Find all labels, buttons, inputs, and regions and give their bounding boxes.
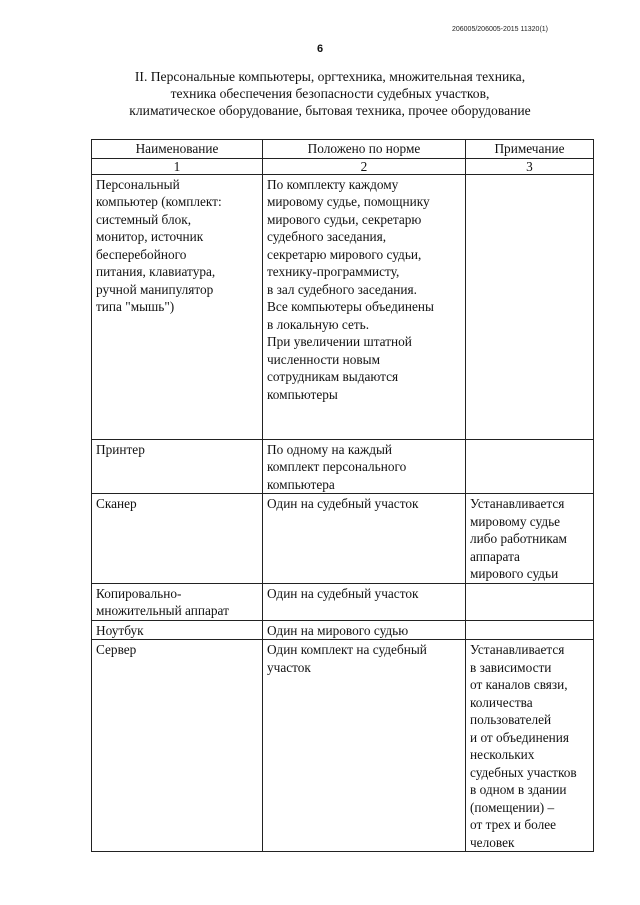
item-norm-cell: Один на мирового судью (263, 620, 466, 640)
equipment-norms-table (91, 139, 594, 852)
item-note-cell (466, 583, 594, 620)
table-row (92, 620, 594, 640)
item-name-cell: Копировально- множительный аппарат (92, 583, 263, 620)
item-name-cell: Сервер (92, 640, 263, 852)
item-note-cell (466, 174, 594, 439)
item-note-cell (466, 439, 594, 494)
column-number: 2 (263, 158, 466, 174)
column-header-note: Примечание (466, 140, 594, 159)
table-row (92, 439, 594, 494)
item-norm-cell: По одному на каждый комплект персонального компьютера (263, 439, 466, 494)
item-note-cell (466, 620, 594, 640)
item-name-cell: Принтер (92, 439, 263, 494)
item-note-cell: Устанавливается в зависимости от каналов связи, количества пользователей и от объединения нескольких судебных участков в одном в здании (помещении) – от трех и более человек (466, 640, 594, 852)
item-norm-cell: По комплекту каждому мировому судье, помощнику мирового судьи, секретарю судебного заседания, секретарю мирового судьи, технику-программисту, в зал судебного заседания. Все компьютеры объединены в локальную сеть. При увеличении штатной численности новым сотрудникам выдаются компьютеры (263, 174, 466, 439)
column-number: 3 (466, 158, 594, 174)
section-title-line: II. Персональные компьютеры, оргтехника, множительная техника, (134, 69, 526, 84)
item-norm-cell: Один на судебный участок (263, 583, 466, 620)
table-header-row (92, 140, 594, 159)
item-note-cell: Устанавливается мировому судье либо работникам аппарата мирового судьи (466, 494, 594, 584)
column-header-name: Наименование (92, 140, 263, 159)
column-number: 1 (92, 158, 263, 174)
item-name-cell: Сканер (92, 494, 263, 584)
column-header-norm: Положено по норме (263, 140, 466, 159)
item-name-cell: Персональный компьютер (комплект: системный блок, монитор, источник бесперебойного питания, клавиатура, ручной манипулятор типа "мышь") (92, 174, 263, 439)
column-number-row (92, 158, 594, 174)
table-row (92, 583, 594, 620)
table-row (92, 640, 594, 852)
table-row (92, 174, 594, 439)
table-row (92, 494, 594, 584)
item-norm-cell: Один комплект на судебный участок (263, 640, 466, 852)
section-title-line: техника обеспечения безопасности судебных участков, (170, 86, 490, 101)
item-name-cell: Ноутбук (92, 620, 263, 640)
item-norm-cell: Один на судебный участок (263, 494, 466, 584)
page-number: 6 (316, 43, 324, 55)
section-title (90, 68, 570, 119)
section-title-line: климатическое оборудование, бытовая техника, прочее оборудование (129, 103, 531, 118)
document-id: 206005/206005-2015 11320(1) (451, 26, 548, 33)
